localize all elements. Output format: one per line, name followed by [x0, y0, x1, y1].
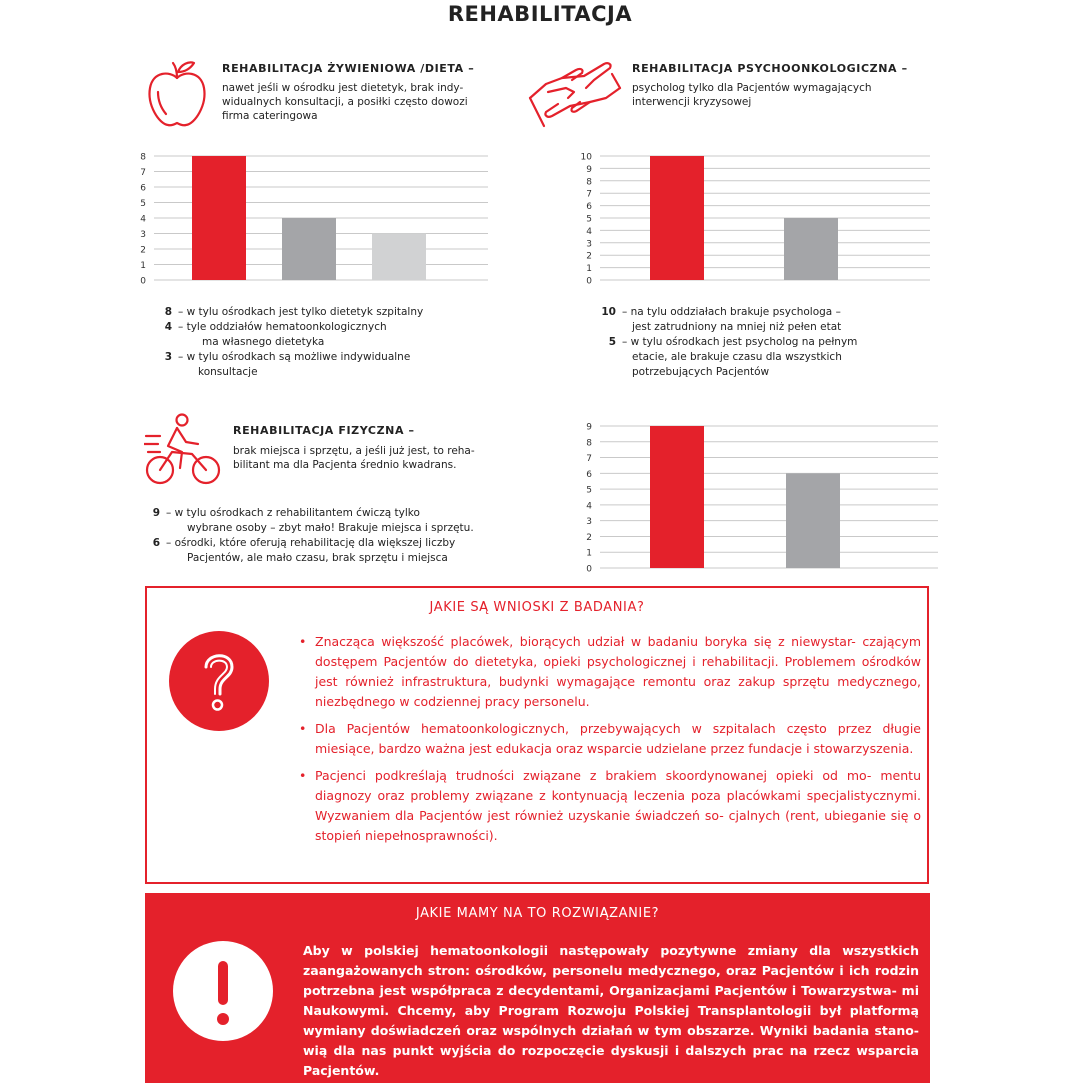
psych-description: psycholog tylko dla Pacjentów wymagających interwencji kryzysowej	[632, 82, 872, 108]
y-tick-label: 6	[586, 469, 592, 480]
bar	[192, 156, 246, 280]
legend-item: 9 – w tylu ośrodkach z rehabilitantem ćwiczą tylko	[152, 507, 420, 519]
y-tick-label: 1	[140, 261, 146, 271]
y-tick-label: 7	[586, 454, 592, 465]
cyclist-icon	[144, 412, 222, 488]
y-tick-label: 5	[586, 214, 592, 225]
y-tick-label: 0	[586, 276, 592, 287]
bar	[784, 218, 838, 280]
conclusions-title: JAKIE SĄ WNIOSKI Z BADANIA?	[429, 600, 645, 615]
y-tick-label: 8	[586, 177, 592, 188]
legend-item: 8 – w tylu ośrodkach jest tylko dietetyk szpitalny	[164, 306, 424, 318]
question-icon	[169, 631, 269, 731]
psych-heading: REHABILITACJA PSYCHOONKOLOGICZNA –	[632, 62, 908, 75]
y-tick-label: 1	[586, 264, 592, 275]
bar	[372, 234, 426, 281]
diet-description: nawet jeśli w ośrodku jest dietetyk, brak indy- widualnych konsultacji, a posiłki często dowozi firma cateringowa	[222, 82, 468, 122]
y-tick-label: 4	[140, 214, 146, 225]
y-tick-label: 9	[586, 164, 592, 175]
y-tick-label: 4	[586, 501, 592, 512]
y-tick-label: 4	[586, 226, 592, 237]
diet-legend: 8 – w tylu ośrodkach jest tylko dietetyk szpitalny 4 – tyle oddziałów hematoonkologicznych ma własnego dietetyka 3 – w tylu ośrodkach są możliwe indywidualne konsultacje	[158, 305, 488, 380]
diet-chart	[138, 148, 494, 288]
y-tick-label: 5	[586, 485, 592, 496]
physical-heading: REHABILITACJA FIZYCZNA –	[233, 424, 415, 437]
y-tick-label: 3	[586, 517, 592, 528]
y-tick-label: 0	[140, 276, 146, 287]
y-tick-label: 10	[580, 152, 592, 163]
y-tick-label: 2	[586, 532, 592, 543]
helping-hands-icon	[528, 58, 622, 130]
physical-description: brak miejsca i sprzętu, a jeśli już jest, to reha- bilitant ma dla Pacjenta średnio kwadrans.	[233, 445, 475, 471]
y-tick-label: 1	[586, 548, 592, 559]
y-tick-label: 8	[586, 438, 592, 449]
y-tick-label: 3	[140, 230, 146, 240]
psych-legend: 10 – na tylu oddziałach brakuje psychologa – jest zatrudniony na mniej niż pełen etat 5 – w tylu ośrodkach jest psycholog na pełnym etacie, ale brakuje czasu dla wszystkich potrzebujących Pacjentów	[590, 305, 920, 380]
y-tick-label: 3	[586, 239, 592, 250]
page-title: REHABILITACJA	[447, 2, 633, 26]
bar	[282, 218, 336, 280]
solution-title: JAKIE MAMY NA TO ROZWIĄZANIE?	[415, 906, 660, 921]
bar	[650, 426, 704, 568]
exclamation-icon	[173, 941, 273, 1041]
y-tick-label: 6	[586, 202, 592, 213]
list-item: • Dla Pacjentów hematoonkologicznych, przebywających w szpitalach często przez długie miesiące, bardzo ważna jest edukacja oraz wsparcie udzielane przez fundacje i stowarzyszenia.	[299, 719, 921, 759]
bar	[786, 473, 840, 568]
list-item: • Znacząca większość placówek, biorących udział w badaniu boryka się z niewystar- czającym dostępem Pacjentów do dietetyka, opieki psychologicznej i rehabilitacji. Problemem ośrodków jest również infrastruktura, budynki wymagające remontu oraz zakup sprzętu medycznego, niezbędnego w codziennej pracy personelu.	[299, 632, 921, 712]
apple-icon	[144, 58, 210, 130]
physical-chart	[578, 418, 942, 578]
y-tick-label: 6	[140, 183, 146, 194]
legend-item: 4 – tyle oddziałów hematoonkologicznych	[164, 321, 387, 333]
y-tick-label: 5	[140, 199, 146, 209]
conclusions-list	[299, 632, 921, 853]
psych-chart	[578, 148, 934, 288]
y-tick-label: 9	[586, 422, 592, 433]
solution-text: Aby w polskiej hematoonkologii następowały pozytywne zmiany dla wszystkich zaangażowanych stron: ośrodków, personelu medycznego, oraz Pacjentów i ich rodzin potrzebna jest współpraca z decydentami, Organizacjami Pacjentów i Towarzystwa- mi Naukowymi. Chcemy, aby Program Rozwoju Polskiej Transplantologii był platformą wymiany doświadczeń oraz wspólnych działań w tym obszarze. Wyniki badania stano- wią dla nas punkt wyjścia do rozpoczęcie dyskusji i dalszych prac na rzecz wsparcia Pacjentów.	[303, 943, 919, 1078]
y-tick-label: 0	[586, 564, 592, 575]
y-tick-label: 7	[140, 168, 146, 178]
legend-item: 10 – na tylu oddziałach brakuje psychologa –	[601, 306, 841, 318]
y-tick-label: 2	[586, 251, 592, 262]
list-item: • Pacjenci podkreślają trudności związane z brakiem skoordynowanej opieki od mo- mentu diagnozy oraz problemy związane z kontynuacją leczenia poza placówkami specjalistycznymi. Wyzwaniem dla Pacjentów jest również uzyskanie świadczeń so- cjalnych (rent, ubieganie się o stopień niepełnosprawności).	[299, 766, 921, 846]
physical-legend: 9 – w tylu ośrodkach z rehabilitantem ćwiczą tylko wybrane osoby – zbyt mało! Brakuje miejsca i sprzętu. 6 – ośrodki, które oferują rehabilitację dla większej liczby Pacjentów, ale mało czasu, brak sprzętu i miejsca	[146, 506, 546, 566]
y-tick-label: 2	[140, 245, 146, 256]
legend-item: 5 – w tylu ośrodkach jest psycholog na pełnym	[608, 336, 858, 348]
solution-box	[145, 893, 930, 1083]
y-tick-label: 7	[586, 189, 592, 200]
legend-item: 6 – ośrodki, które oferują rehabilitację dla większej liczby	[152, 537, 456, 549]
conclusions-box	[145, 586, 929, 884]
y-tick-label: 8	[140, 152, 146, 163]
bar	[650, 156, 704, 280]
diet-heading: REHABILITACJA ŻYWIENIOWA /DIETA –	[222, 62, 475, 75]
legend-item: 3 – w tylu ośrodkach są możliwe indywidualne	[164, 351, 411, 363]
